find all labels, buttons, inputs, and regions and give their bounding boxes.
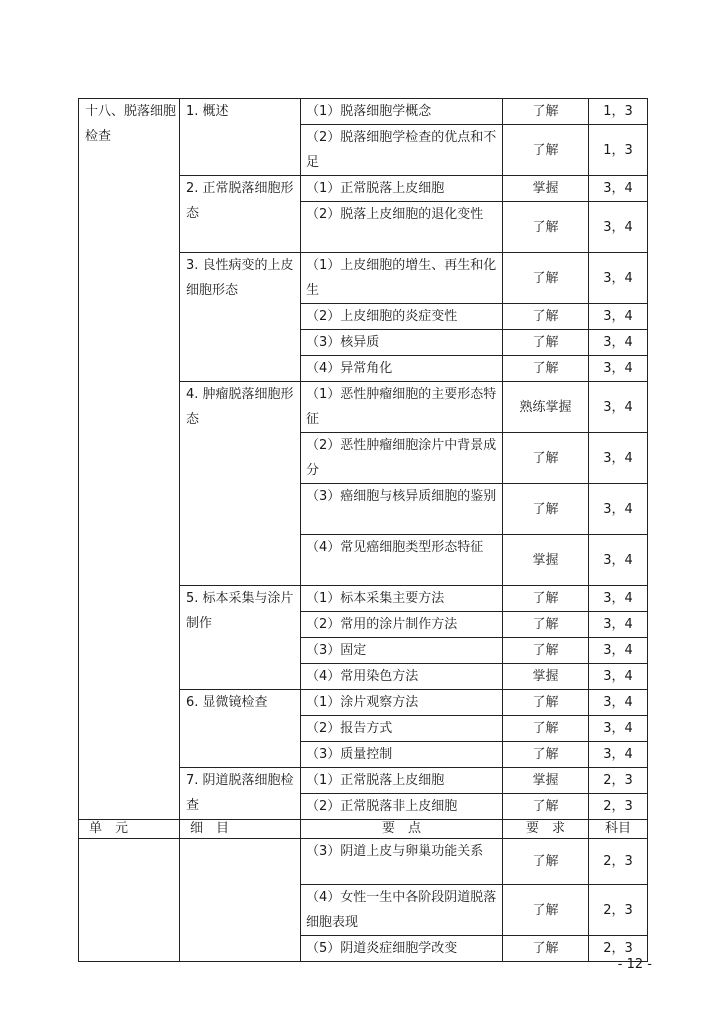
syllabus-table-body xyxy=(79,99,648,962)
subject-cell: 1，3 xyxy=(589,125,648,176)
syllabus-table xyxy=(78,98,648,962)
subject-cell: 3，4 xyxy=(589,176,648,202)
point-cell xyxy=(301,664,503,690)
detail-cell xyxy=(180,176,301,253)
requirement-cell: 掌握 xyxy=(503,768,589,794)
detail-label: 1. 概述 xyxy=(186,104,229,119)
point-cell xyxy=(301,638,503,664)
point-cell xyxy=(301,356,503,382)
table-row xyxy=(79,99,648,125)
detail-cell xyxy=(180,768,301,820)
detail-cell xyxy=(180,99,301,176)
point-cell xyxy=(301,382,503,433)
requirement-cell: 掌握 xyxy=(503,664,589,690)
unit-cell xyxy=(79,99,180,820)
requirement-cell: 了解 xyxy=(503,99,589,125)
detail-label: 3. 良性病变的上皮细胞形态 xyxy=(186,258,294,298)
requirement-cell: 了解 xyxy=(503,356,589,382)
requirement-cell: 了解 xyxy=(503,885,589,936)
point-cell xyxy=(301,202,503,253)
point-text: （2）上皮细胞的炎症变性 xyxy=(306,309,458,324)
subject-cell: 3，4 xyxy=(589,638,648,664)
point-cell xyxy=(301,742,503,768)
point-cell xyxy=(301,433,503,484)
subject-cell: 3，4 xyxy=(589,433,648,484)
requirement-cell: 了解 xyxy=(503,125,589,176)
point-cell xyxy=(301,253,503,304)
point-cell xyxy=(301,768,503,794)
subject-cell: 3，4 xyxy=(589,664,648,690)
subject-cell: 3，4 xyxy=(589,382,648,433)
point-text: （2）脱落细胞学检查的优点和不足 xyxy=(306,130,497,170)
point-text: （1）上皮细胞的增生、再生和化生 xyxy=(306,258,497,298)
detail-cell xyxy=(180,382,301,586)
header-row xyxy=(79,820,648,839)
subject-cell: 2，3 xyxy=(589,768,648,794)
requirement-cell: 了解 xyxy=(503,936,589,962)
requirement-cell: 掌握 xyxy=(503,535,589,586)
subject-cell: 1，3 xyxy=(589,99,648,125)
requirement-cell: 了解 xyxy=(503,202,589,253)
subject-cell: 3，4 xyxy=(589,356,648,382)
detail-label: 4. 肿瘤脱落细胞形态 xyxy=(186,387,294,427)
point-cell xyxy=(301,690,503,716)
subject-cell: 3，4 xyxy=(589,586,648,612)
point-cell xyxy=(301,535,503,586)
point-text: （1）脱落细胞学概念 xyxy=(306,104,432,119)
requirement-cell: 了解 xyxy=(503,716,589,742)
subject-cell: 2，3 xyxy=(589,794,648,820)
point-text: （3）固定 xyxy=(306,643,367,658)
point-cell xyxy=(301,936,503,962)
subject-cell: 2，3 xyxy=(589,885,648,936)
point-text: （3）癌细胞与核异质细胞的鉴别 xyxy=(306,489,497,504)
point-text: （1）正常脱落上皮细胞 xyxy=(306,773,445,788)
point-cell xyxy=(301,839,503,885)
header-requirement: 要 求 xyxy=(503,820,589,839)
point-text: （2）正常脱落非上皮细胞 xyxy=(306,799,458,814)
requirement-cell: 了解 xyxy=(503,484,589,535)
requirement-cell: 了解 xyxy=(503,638,589,664)
detail-label: 2. 正常脱落细胞形态 xyxy=(186,181,294,221)
detail-cell xyxy=(180,253,301,382)
table-row xyxy=(79,839,648,885)
point-text: （2）脱落上皮细胞的退化变性 xyxy=(306,207,484,222)
subject-cell: 3，4 xyxy=(589,612,648,638)
point-text: （5）阴道炎症细胞学改变 xyxy=(306,941,458,956)
unit-cell-empty xyxy=(79,839,180,962)
requirement-cell: 熟练掌握 xyxy=(503,382,589,433)
point-text: （4）常用染色方法 xyxy=(306,669,419,684)
subject-cell: 3，4 xyxy=(589,330,648,356)
header-subject: 科目 xyxy=(589,820,648,839)
subject-cell: 3，4 xyxy=(589,535,648,586)
page-number: - 12 - xyxy=(617,957,652,972)
detail-label: 6. 显微镜检查 xyxy=(186,695,268,710)
subject-cell: 3，4 xyxy=(589,304,648,330)
point-text: （2）报告方式 xyxy=(306,721,393,736)
requirement-cell: 了解 xyxy=(503,433,589,484)
detail-label: 7. 阴道脱落细胞检查 xyxy=(186,773,294,813)
unit-title: 十八、脱落细胞检查 xyxy=(85,104,177,144)
subject-cell: 3，4 xyxy=(589,202,648,253)
point-cell xyxy=(301,330,503,356)
point-text: （1）涂片观察方法 xyxy=(306,695,419,710)
subject-cell: 3，4 xyxy=(589,742,648,768)
point-text: （1）标本采集主要方法 xyxy=(306,591,445,606)
requirement-cell: 了解 xyxy=(503,839,589,885)
point-cell xyxy=(301,716,503,742)
requirement-cell: 了解 xyxy=(503,794,589,820)
header-detail: 细 目 xyxy=(180,820,301,839)
requirement-cell: 了解 xyxy=(503,253,589,304)
point-cell xyxy=(301,794,503,820)
point-text: （4）异常角化 xyxy=(306,361,393,376)
requirement-cell: 了解 xyxy=(503,304,589,330)
requirement-cell: 掌握 xyxy=(503,176,589,202)
point-text: （3）阴道上皮与卵巢功能关系 xyxy=(306,844,484,859)
point-text: （1）恶性肿瘤细胞的主要形态特征 xyxy=(306,387,497,427)
point-cell xyxy=(301,612,503,638)
detail-cell xyxy=(180,586,301,690)
subject-cell: 2，3 xyxy=(589,839,648,885)
detail-label: 5. 标本采集与涂片制作 xyxy=(186,591,294,631)
subject-cell: 2，3 xyxy=(589,936,648,962)
requirement-cell: 了解 xyxy=(503,612,589,638)
requirement-cell: 了解 xyxy=(503,586,589,612)
point-cell xyxy=(301,484,503,535)
point-cell xyxy=(301,99,503,125)
point-text: （2）恶性肿瘤细胞涂片中背景成分 xyxy=(306,438,497,478)
subject-cell: 3，4 xyxy=(589,690,648,716)
point-text: （4）常见癌细胞类型形态特征 xyxy=(306,540,484,555)
point-text: （2）常用的涂片制作方法 xyxy=(306,617,458,632)
point-text: （1）正常脱落上皮细胞 xyxy=(306,181,445,196)
subject-cell: 3，4 xyxy=(589,253,648,304)
requirement-cell: 了解 xyxy=(503,330,589,356)
header-unit: 单 元 xyxy=(79,820,180,839)
point-cell xyxy=(301,176,503,202)
point-text: （3）质量控制 xyxy=(306,747,393,762)
point-cell xyxy=(301,885,503,936)
requirement-cell: 了解 xyxy=(503,742,589,768)
point-text: （3）核异质 xyxy=(306,335,380,350)
subject-cell: 3，4 xyxy=(589,484,648,535)
point-cell xyxy=(301,586,503,612)
point-cell xyxy=(301,304,503,330)
subject-cell: 3，4 xyxy=(589,716,648,742)
header-point: 要 点 xyxy=(301,820,503,839)
detail-cell xyxy=(180,690,301,768)
detail-cell-empty xyxy=(180,839,301,962)
point-text: （4）女性一生中各阶段阴道脱落细胞表现 xyxy=(306,890,497,930)
requirement-cell: 了解 xyxy=(503,690,589,716)
point-cell xyxy=(301,125,503,176)
